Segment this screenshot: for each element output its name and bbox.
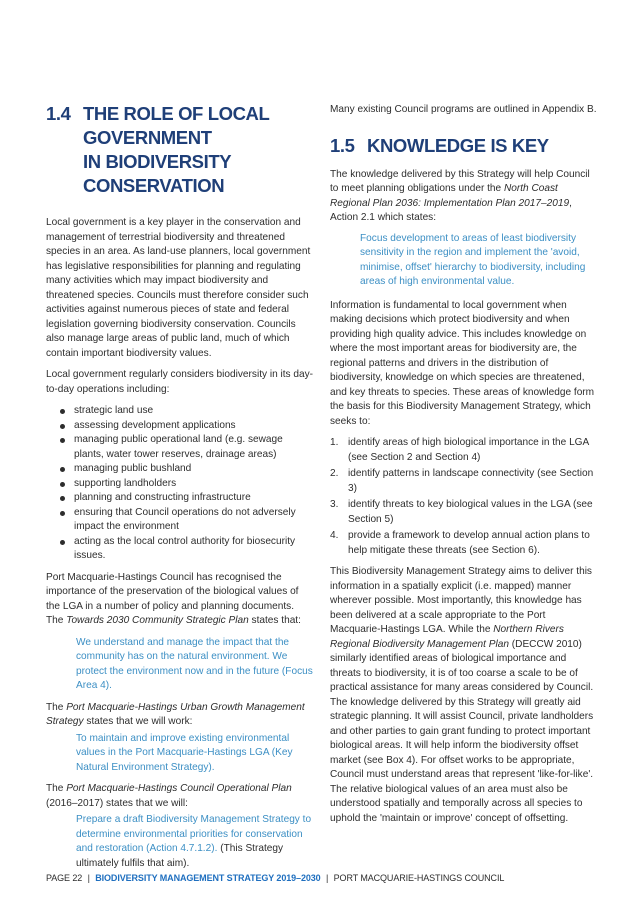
text-run: This Biodiversity Management Strategy aims to deliver this information in a spatially explicit (i.e. mapped) manner wherever possible. Most importantly, this knowledge has been delivered at a scale appropriate to the Port Macquarie-Hastings LGA. While the	[330, 566, 592, 635]
text-run: , Action 2.1 which states:	[330, 197, 572, 223]
list-item: strategic land use	[46, 404, 314, 419]
list-item	[330, 436, 598, 465]
list-item: managing public operational land (e.g. sewage plants, water tower reserves, drainage areas)	[46, 433, 314, 462]
paragraph: Many existing Council programs are outlined in Appendix B.	[330, 104, 597, 115]
list-item	[330, 498, 598, 527]
list-item: supporting landholders	[46, 477, 314, 492]
document-title: Port Macquarie-Hastings Urban Growth Management Strategy	[46, 701, 305, 727]
paragraph	[46, 782, 314, 811]
text-run: The knowledge delivered by this Strategy will help Council to meet planning obligations under the	[330, 168, 590, 194]
document-title: Towards 2030 Community Strategic Plan	[66, 615, 249, 626]
list-item: ensuring that Council operations do not adversely impact the environment	[46, 506, 314, 535]
page-footer	[46, 872, 504, 884]
text-run: The	[46, 783, 67, 794]
text-run: states that:	[248, 615, 301, 626]
section-1-4-heading	[46, 102, 314, 198]
paragraph	[46, 571, 314, 629]
list-item: managing public bushland	[46, 462, 314, 477]
text-run: states that we will work:	[83, 716, 193, 727]
list-text: identify areas of high biological importance in the LGA (see Section 2 and Section 4)	[348, 437, 589, 463]
paragraph	[330, 168, 598, 226]
paragraph	[46, 701, 314, 730]
paragraph: Information is fundamental to local government when making decisions which protect biodiversity and when providing high quality advice. This includes knowledge on where the most important areas for biodiversity are, the regional patterns and drivers in the distribution of biodiversity, knowledge on which species are threatened, and key threats to species. These areas of knowledge form the basis for this Biodiversity Management Strategy, which seeks to:	[330, 299, 595, 427]
list-number: 4.	[330, 530, 339, 541]
text-run: The	[46, 701, 67, 713]
footer-separator: |	[326, 873, 329, 883]
list-item: assessing development applications	[46, 419, 314, 434]
footer-document-title: BIODIVERSITY MANAGEMENT STRATEGY 2019–2030	[95, 873, 321, 883]
heading-line: GOVERNMENT	[83, 127, 212, 148]
section-1-5-heading	[330, 134, 598, 158]
page-number: PAGE 22	[46, 873, 83, 883]
quote	[46, 813, 314, 871]
list-item	[330, 467, 598, 496]
text-run: (This Strategy ultimately fulfils that aim).	[76, 843, 284, 869]
document-title: North Coast Regional Plan 2036: Implementation Plan 2017–2019	[330, 183, 570, 209]
list-item: planning and constructing infrastructure	[46, 491, 314, 506]
text-run: (2016–2017) states that we will:	[46, 797, 188, 809]
document-title: Port Macquarie-Hastings Council Operational Plan	[66, 783, 292, 794]
quote: To maintain and improve existing environmental values in the Port Macquarie-Hastings LGA (Key Natural Environment Strategy).	[76, 732, 293, 773]
list-item	[330, 529, 598, 558]
list-number: 1.	[330, 437, 339, 448]
section-title-lines	[83, 102, 269, 198]
list-item: acting as the local control authority for biosecurity issues.	[46, 535, 314, 564]
left-column	[46, 102, 314, 871]
document-title: Northern Rivers Regional Biodiversity Management Plan	[330, 624, 564, 650]
heading-line: IN BIODIVERSITY	[83, 151, 232, 172]
right-column	[330, 103, 598, 833]
heading-line: THE ROLE OF LOCAL	[83, 103, 270, 124]
text-run: Port Macquarie-Hastings Council has recognised the importance of the preservation of the biological values of the LGA in a number of policy and planning documents. The	[46, 571, 299, 626]
list-number: 2.	[330, 468, 339, 479]
quote: Focus development to areas of least biodiversity sensitivity in the region and implement the 'avoid, minimise, offset' hierarchy to biodiversity, including areas of high environmental value.	[360, 232, 586, 287]
section-title-lines	[367, 134, 549, 158]
quote-text: Prepare a draft Biodiversity Management Strategy to determine environmental priorities for conservation and restoration (Action 4.7.1.2).	[76, 814, 312, 854]
numbered-list	[330, 436, 598, 558]
paragraph: Local government regularly considers biodiversity in its day-to-day operations including:	[46, 369, 314, 395]
paragraph: Local government is a key player in the conservation and management of terrestrial biodiversity and threatened species in an area. As land-use planners, local government has legislative responsibilities for planning and regulating many activities which may impact biodiversity and threatened species. Councils must therefore consider such activities against numerous pieces of state and federal legislation governing biodiversity conservation. Councils also manage large areas of public land, much of which contain important biodiversity values.	[46, 217, 311, 359]
bullet-list	[46, 404, 314, 564]
paragraph	[330, 565, 598, 826]
list-text: identify threats to key biological values in the LGA (see Section 5)	[348, 499, 593, 525]
list-text: identify patterns in landscape connectivity (see Section 3)	[348, 468, 594, 494]
heading-line: CONSERVATION	[83, 175, 225, 196]
section-number: 1.5	[330, 134, 355, 156]
list-text: provide a framework to develop annual action plans to help mitigate these threats (see Section 6).	[348, 530, 590, 556]
quote: We understand and manage the impact that the community has on the natural environment. We protect the environment now and in the future (Focus Area 4).	[76, 636, 313, 691]
text-run: (DECCW 2010) similarly identified areas of biological importance and threats to biodiversity, it is of too coarse a scale to be of practical assistance for many areas considered by Council. The knowledge delivered by this Strategy will greatly aid strategic planning. It will assist Council, private landholders and other parties to gain grant funding to protect important biological areas. It will help inform the biodiversity offset market (see Box 4). For offset works to be appropriate, Council must understand areas that represent 'like-for-like'. The relative biological values of an area must also be understood spatially and temporally across all species to uphold the 'maintain or improve' concept of offsetting.	[330, 638, 594, 824]
list-number: 3.	[330, 499, 339, 510]
footer-separator: |	[87, 873, 90, 883]
heading-line: KNOWLEDGE IS KEY	[367, 134, 549, 156]
footer-organisation: PORT MACQUARIE-HASTINGS COUNCIL	[333, 873, 505, 883]
section-number: 1.4	[46, 103, 71, 124]
